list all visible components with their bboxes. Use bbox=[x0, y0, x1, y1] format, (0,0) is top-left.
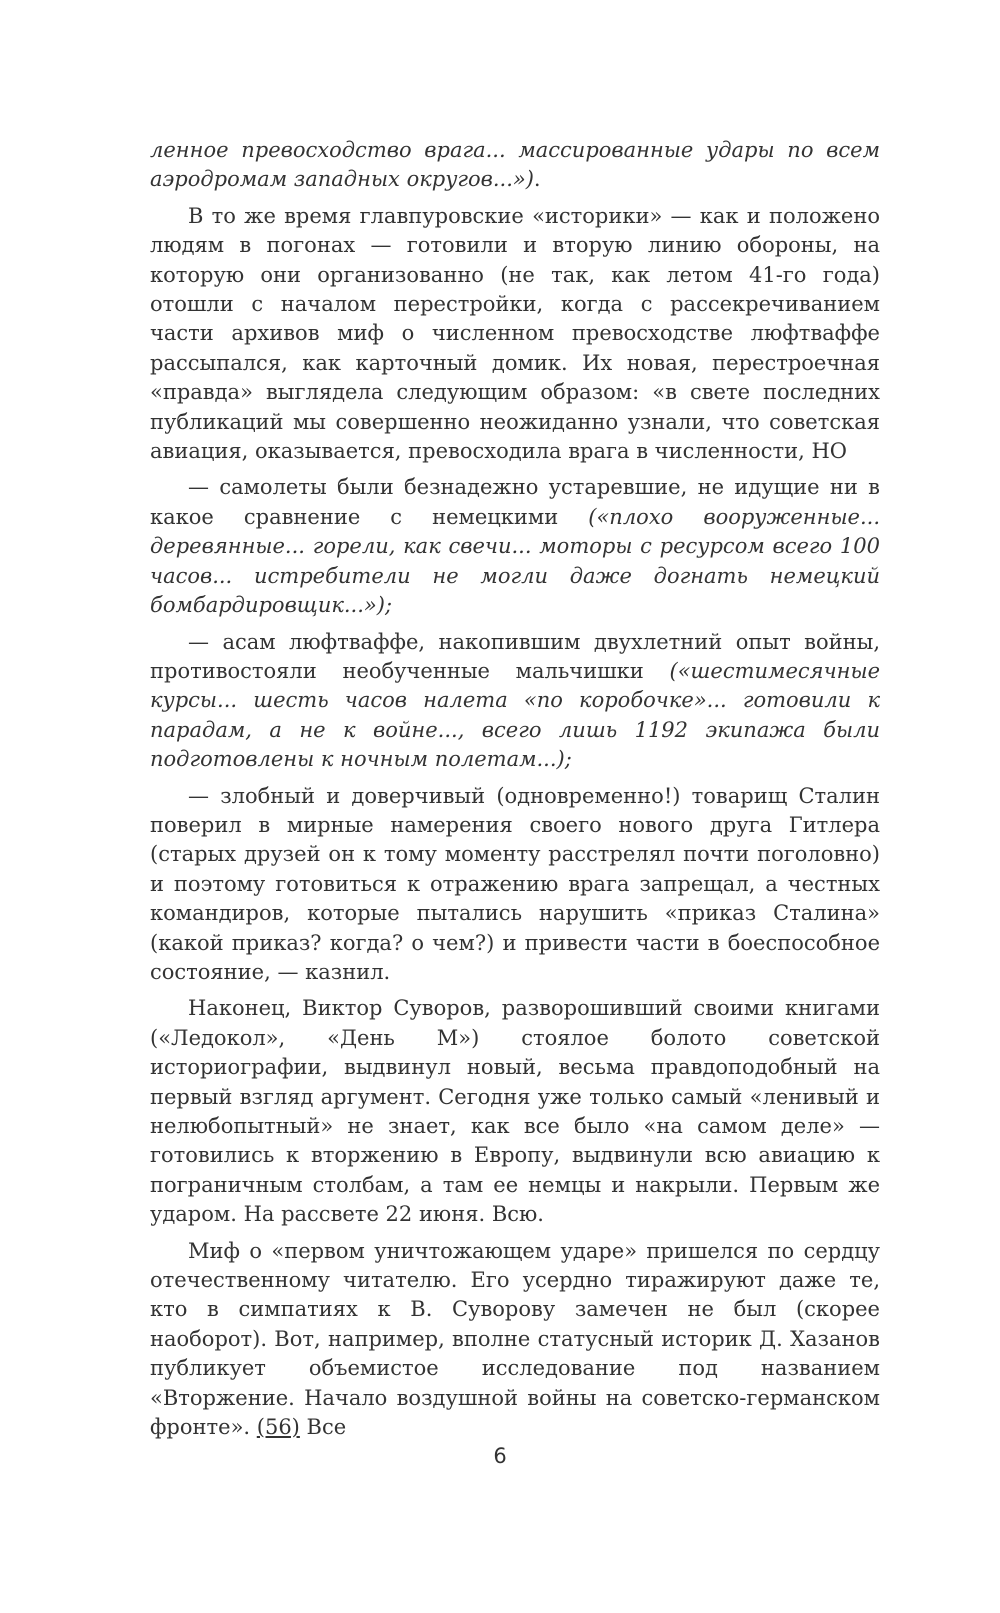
text-fragment: Все bbox=[299, 1415, 347, 1440]
paragraph-7 bbox=[150, 1237, 880, 1443]
text-fragment: . bbox=[533, 167, 541, 192]
text-fragment: — злобный и доверчивый (одновременно!) товарищ Сталин поверил в мирные намерения своего нового друга Гитлера (старых друзей он к тому моменту расстрелял почти поголовно) и поэтому готовиться к отражению врага запрещал, а честных командиров, которые пытались нарушить «приказ Сталина» (какой приказ? когда? о чем?) и привести части в боеспособное состояние, — казнил. bbox=[150, 783, 880, 984]
paragraph-2 bbox=[150, 202, 880, 467]
text-fragment: Наконец, Виктор Суворов, разворошивший своими книгами («Ледокол», «День М») стоялое болото советской историографии, выдвинул новый, весьма правдоподобный на первый взгляд аргумент. Сегодня уже только самый «ленивый и нелюбопытный» не знает, как все было «на самом деле» — готовились к вторжению в Европу, выдвинули всю авиацию к пограничным столбам, а там ее немцы и накрыли. Первым же ударом. На рассвете 22 июня. Всю. bbox=[150, 996, 880, 1227]
footnote-reference-link[interactable]: (56) bbox=[256, 1415, 300, 1440]
text-fragment: Миф о «первом уничтожающем ударе» пришелся по сердцу отечественному читателю. Его усердно тиражируют даже те, кто в симпатиях к В. Суворову замечен не был (скорее наоборот). Вот, например, вполне статусный историк Д. Хазанов публикует объемистое исследование под названием «Вторжение. Начало воздушной войны на советско-германском фронте». bbox=[150, 1238, 880, 1440]
text-fragment: — асам люфтваффе, накопившим двухлетний опыт войны, противостояли необученные мальчишки bbox=[150, 629, 880, 683]
text-fragment: — самолеты были безнадежно устаревшие, не идущие ни в какое сравнение с немецкими bbox=[150, 475, 880, 529]
paragraph-3 bbox=[150, 473, 880, 620]
quote-fragment: («плохо вооруженные... деревянные... горели, как свечи... моторы с ресурсом всего 100 часов... истребители не могли даже догнать немецкий бомбардировщик...»); bbox=[150, 504, 880, 618]
quote-fragment: («шестимесячные курсы... шесть часов налета «по коробочке»... готовили к парадам, а не к войне..., всего лишь 1192 экипажа были подготовлены к ночным полетам...); bbox=[150, 658, 880, 772]
page-body bbox=[150, 136, 880, 1449]
quote-fragment: ленное превосходство врага... массированные удары по всем аэродромам западных округов...») bbox=[150, 138, 880, 192]
paragraph-6 bbox=[150, 994, 880, 1229]
paragraph-5 bbox=[150, 782, 880, 988]
text-fragment: В то же время главпуровские «историки» — как и положено людям в погонах — готовили и вторую линию обороны, на которую они организованно (не так, как летом 41-го года) отошли с началом перестройки, когда с рассекречиванием части архивов миф о численном превосходстве люфтваффе рассыпался, как карточный домик. Их новая, перестроечная «правда» выглядела следующим образом: «в свете последних публикаций мы совершенно неожиданно узнали, что советская авиация, оказывается, превосходила врага в численности, НО bbox=[150, 203, 880, 464]
page-number: 6 bbox=[493, 1444, 507, 1468]
paragraph-1 bbox=[150, 136, 880, 195]
paragraph-4 bbox=[150, 628, 880, 775]
